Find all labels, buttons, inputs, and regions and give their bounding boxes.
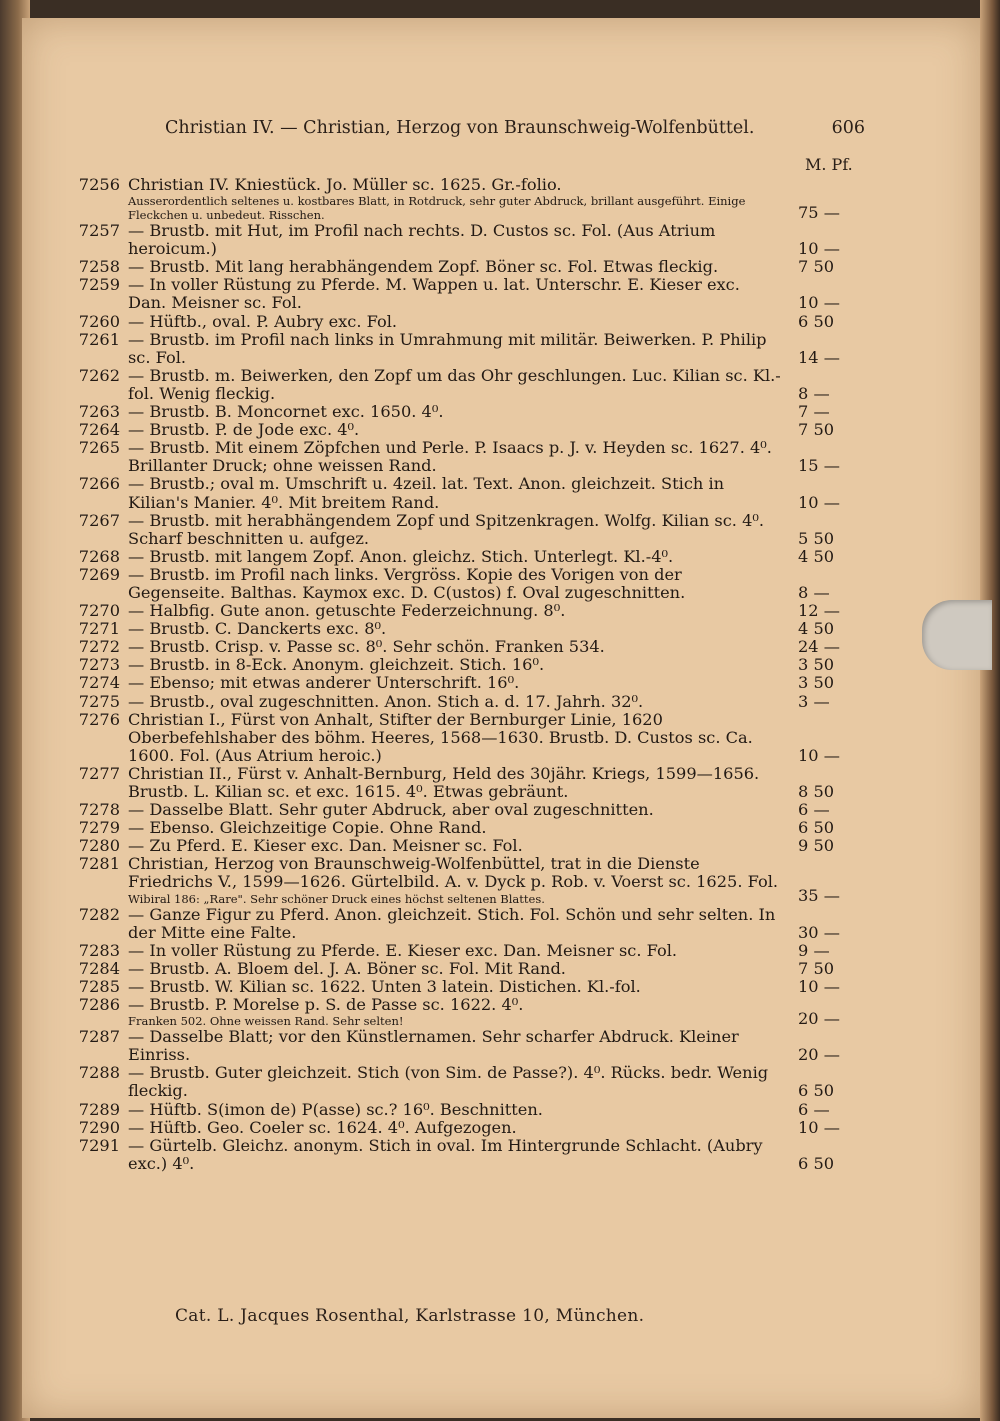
entry-number: 7257 — [78, 221, 120, 241]
entry-text: — Brustb. W. Kilian sc. 1622. Unten 3 latein. Distichen. Kl.-fol. — [128, 976, 641, 996]
catalog-entry — [70, 801, 860, 819]
page-footer: Cat. L. Jacques Rosenthal, Karlstrasse 10, München. — [175, 1306, 645, 1326]
entry-text: — Brustb. in 8-Eck. Anonym. gleichzeit. Stich. 16⁰. — [128, 655, 545, 675]
entry-description — [128, 656, 782, 674]
catalog-entry — [70, 638, 860, 656]
entry-description — [128, 711, 782, 765]
entry-price: 6 — — [798, 800, 830, 820]
entry-description — [128, 602, 782, 620]
entry-price: 10 — — [798, 492, 840, 512]
running-header — [165, 118, 865, 138]
entry-number: 7267 — [78, 510, 120, 530]
entry-text: Christian I., Fürst von Anhalt, Stifter der Bernburger Linie, 1620 Oberbefehlshaber des böhm. Heeres, 1568—1630. Brustb. D. Custos sc. Ca. 1600. Fol. (Aus Atrium heroic.) — [128, 709, 753, 765]
entry-price: 24 — — [798, 637, 840, 657]
catalog-entry — [70, 512, 860, 548]
entry-note: Franken 502. Ohne weissen Rand. Sehr selten! — [128, 1014, 404, 1029]
catalog-entry — [70, 837, 860, 855]
catalog-entry — [70, 176, 860, 222]
entry-description — [128, 176, 782, 222]
entry-text: — Hüftb., oval. P. Aubry exc. Fol. — [128, 311, 398, 331]
entry-text: — Ebenso. Gleichzeitige Copie. Ohne Rand. — [128, 818, 487, 838]
entry-text: — Brustb. mit langem Zopf. Anon. gleichz. Stich. Unterlegt. Kl.-4⁰. — [128, 546, 674, 566]
entry-price: 9 50 — [798, 836, 835, 856]
entry-text: — Hüftb. S(imon de) P(asse) sc.? 16⁰. Beschnitten. — [128, 1099, 543, 1119]
entry-text: — Brustb. P. Morelse p. S. de Passe sc. 1622. 4⁰. — [128, 995, 524, 1015]
entry-number: 7259 — [78, 275, 120, 295]
entry-number: 7266 — [78, 474, 120, 494]
entry-text: — Brustb. Crisp. v. Passe sc. 8⁰. Sehr schön. Franken 534. — [128, 637, 605, 657]
entry-number: 7280 — [78, 836, 120, 856]
entry-text: — Dasselbe Blatt. Sehr guter Abdruck, aber oval zugeschnitten. — [128, 800, 654, 820]
entry-text: — Brustb. P. de Jode exc. 4⁰. — [128, 420, 360, 440]
entry-description — [128, 1101, 782, 1119]
entry-description — [128, 566, 782, 602]
catalog-entry — [70, 978, 860, 996]
catalog-entry — [70, 313, 860, 331]
catalog-entry — [70, 1064, 860, 1100]
catalog-entry — [70, 258, 860, 276]
entry-number: 7268 — [78, 546, 120, 566]
entry-description — [128, 674, 782, 692]
entry-description — [128, 1064, 782, 1100]
catalog-entry — [70, 602, 860, 620]
catalog-entry — [70, 222, 860, 258]
catalog-entries — [70, 176, 860, 1173]
entry-number: 7277 — [78, 763, 120, 783]
entry-description — [128, 855, 782, 905]
entry-text: Christian II., Fürst v. Anhalt-Bernburg, Held des 30jähr. Kriegs, 1599—1656. Brustb. L. Kilian sc. et exc. 1615. 4⁰. Etwas gebräunt. — [128, 763, 760, 801]
entry-number: 7258 — [78, 257, 120, 277]
entry-description — [128, 313, 782, 331]
entry-number: 7284 — [78, 958, 120, 978]
entry-price: 7 — — [798, 402, 830, 422]
entry-description — [128, 819, 782, 837]
index-tab — [922, 600, 992, 670]
catalog-entry — [70, 674, 860, 692]
entry-text: Christian IV. Kniestück. Jo. Müller sc. 1625. Gr.-folio. — [128, 175, 562, 194]
entry-number: 7278 — [78, 800, 120, 820]
entry-price: 5 50 — [798, 528, 835, 548]
entry-description — [128, 222, 782, 258]
entry-text: — Zu Pferd. E. Kieser exc. Dan. Meisner sc. Fol. — [128, 836, 523, 856]
entry-price: 8 50 — [798, 782, 835, 801]
entry-price: 6 50 — [798, 818, 835, 838]
entry-number: 7264 — [78, 420, 120, 440]
entry-price: 75 — — [798, 203, 840, 222]
entry-price: 3 50 — [798, 673, 835, 693]
entry-price: 10 — — [798, 293, 840, 313]
catalog-entry — [70, 1101, 860, 1119]
currency-label: M. Pf. — [805, 155, 853, 174]
entry-number: 7285 — [78, 976, 120, 996]
entry-price: 7 50 — [798, 257, 835, 277]
entry-description — [128, 421, 782, 439]
entry-number: 7271 — [78, 619, 120, 639]
entry-text: Christian, Herzog von Braunschweig-Wolfenbüttel, trat in die Dienste Friedrichs V., 1599—1626. Gürtelbild. A. v. Dyck p. Rob. v. Voerst sc. 1625. Fol. — [128, 854, 779, 892]
entry-text: — Brustb. Mit einem Zöpfchen und Perle. P. Isaacs p. J. v. Heyden sc. 1627. 4⁰. Brillanter Druck; ohne weissen Rand. — [128, 438, 772, 476]
catalog-entry — [70, 711, 860, 765]
entry-description — [128, 403, 782, 421]
entry-price: 35 — — [798, 886, 840, 906]
entry-price: 4 50 — [798, 546, 835, 566]
entry-description — [128, 1137, 782, 1173]
catalog-entry — [70, 475, 860, 511]
entry-number: 7274 — [78, 673, 120, 693]
catalog-entry — [70, 548, 860, 566]
entry-price: 7 50 — [798, 958, 835, 978]
entry-text: — Brustb. A. Bloem del. J. A. Böner sc. Fol. Mit Rand. — [128, 958, 566, 978]
catalog-entry — [70, 566, 860, 602]
entry-number: 7281 — [78, 854, 120, 874]
entry-price: 6 50 — [798, 311, 835, 331]
entry-text: — Brustb. im Profil nach links in Umrahmung mit militär. Beiwerken. P. Philip sc. Fol. — [128, 329, 767, 367]
entry-description — [128, 620, 782, 638]
page-edge — [980, 0, 1000, 1421]
catalog-entry — [70, 1137, 860, 1173]
entry-price: 8 — — [798, 582, 830, 602]
entry-description — [128, 942, 782, 960]
header-title: Christian IV. — Christian, Herzog von Braunschweig-Wolfenbüttel. — [165, 118, 755, 138]
entry-text: — Brustb.; oval m. Umschrift u. 4zeil. lat. Text. Anon. gleichzeit. Stich in Kilian's Manier. 4⁰. Mit breitem Rand. — [128, 474, 725, 512]
entry-price: 9 — — [798, 940, 830, 960]
entry-number: 7282 — [78, 904, 120, 924]
entry-number: 7287 — [78, 1027, 120, 1047]
entry-text: — Halbfig. Gute anon. getuschte Federzeichnung. 8⁰. — [128, 601, 566, 621]
entry-number: 7283 — [78, 940, 120, 960]
catalog-entry — [70, 765, 860, 801]
entry-price: 4 50 — [798, 619, 835, 639]
catalog-entry — [70, 693, 860, 711]
entry-price: 3 50 — [798, 655, 835, 675]
entry-text: — Brustb., oval zugeschnitten. Anon. Stich a. d. 17. Jahrh. 32⁰. — [128, 691, 644, 711]
entry-description — [128, 276, 782, 312]
entry-text: — Dasselbe Blatt; vor den Künstlernamen. Sehr scharfer Abdruck. Kleiner Einriss. — [128, 1027, 739, 1065]
entry-description — [128, 801, 782, 819]
entry-number: 7265 — [78, 438, 120, 458]
catalog-entry — [70, 960, 860, 978]
entry-number: 7291 — [78, 1135, 120, 1155]
entry-number: 7279 — [78, 818, 120, 838]
entry-price: 3 — — [798, 691, 830, 711]
entry-number: 7289 — [78, 1099, 120, 1119]
entry-number: 7286 — [78, 995, 120, 1015]
catalog-entry — [70, 996, 860, 1028]
catalog-entry — [70, 855, 860, 905]
entry-price: 7 50 — [798, 420, 835, 440]
entry-text: — Brustb. B. Moncornet exc. 1650. 4⁰. — [128, 402, 444, 422]
entry-number: 7262 — [78, 365, 120, 385]
catalog-entry — [70, 403, 860, 421]
entry-description — [128, 475, 782, 511]
entry-description — [128, 258, 782, 276]
entry-text: — Brustb. C. Danckerts exc. 8⁰. — [128, 619, 387, 639]
catalog-entry — [70, 331, 860, 367]
entry-description — [128, 638, 782, 656]
entry-price: 10 — — [798, 976, 840, 996]
entry-number: 7270 — [78, 601, 120, 621]
entry-text: — In voller Rüstung zu Pferde. M. Wappen u. lat. Unterschr. E. Kieser exc. Dan. Meisner sc. Fol. — [128, 275, 740, 313]
entry-price: 6 50 — [798, 1153, 835, 1173]
entry-price: 20 — — [798, 1009, 840, 1029]
entry-number: 7273 — [78, 655, 120, 675]
entry-price: 10 — — [798, 239, 840, 259]
catalog-entry — [70, 620, 860, 638]
entry-description — [128, 837, 782, 855]
entry-text: — Ganze Figur zu Pferd. Anon. gleichzeit. Stich. Fol. Schön und sehr selten. In der Mitte eine Falte. — [128, 904, 776, 942]
entry-description — [128, 960, 782, 978]
catalog-entry — [70, 439, 860, 475]
entry-price: 12 — — [798, 601, 840, 621]
entry-price: 14 — — [798, 347, 840, 367]
entry-text: — Brustb. mit herabhängendem Zopf und Spitzenkragen. Wolfg. Kilian sc. 4⁰. Scharf beschnitten u. aufgez. — [128, 510, 765, 548]
entry-price: 8 — — [798, 383, 830, 403]
catalog-entry — [70, 367, 860, 403]
entry-description — [128, 996, 782, 1028]
entry-description — [128, 765, 782, 801]
entry-description — [128, 548, 782, 566]
entry-number: 7276 — [78, 709, 120, 729]
entry-text: — Brustb. mit Hut, im Profil nach rechts. D. Custos sc. Fol. (Aus Atrium heroicum.) — [128, 221, 716, 259]
entry-price: 15 — — [798, 456, 840, 476]
entry-price: 6 50 — [798, 1081, 835, 1101]
entry-number: 7272 — [78, 637, 120, 657]
entry-note: Ausserordentlich seltenes u. kostbares Blatt, in Rotdruck, sehr guter Abdruck, brillant ausgeführt. Einige Fleckchen u. unbedeut. Risschen. — [128, 194, 746, 223]
entry-text: — Brustb. Mit lang herabhängendem Zopf. Böner sc. Fol. Etwas fleckig. — [128, 257, 719, 277]
entry-text: — Ebenso; mit etwas anderer Unterschrift. 16⁰. — [128, 673, 520, 693]
catalog-entry — [70, 1119, 860, 1137]
entry-description — [128, 1119, 782, 1137]
entry-description — [128, 978, 782, 996]
entry-text: — Brustb. Guter gleichzeit. Stich (von Sim. de Passe?). 4⁰. Rücks. bedr. Wenig fleckig. — [128, 1063, 769, 1101]
catalog-entry — [70, 276, 860, 312]
entry-number: 7260 — [78, 311, 120, 331]
catalog-entry — [70, 421, 860, 439]
entry-number: 7290 — [78, 1117, 120, 1137]
catalog-entry — [70, 656, 860, 674]
entry-number: 7256 — [78, 175, 120, 194]
entry-price: 10 — — [798, 1117, 840, 1137]
entry-description — [128, 512, 782, 548]
entry-text: — Gürtelb. Gleichz. anonym. Stich in oval. Im Hintergrunde Schlacht. (Aubry exc.) 4⁰. — [128, 1135, 763, 1173]
catalog-entry — [70, 1028, 860, 1064]
entry-price: 6 — — [798, 1099, 830, 1119]
entry-number: 7269 — [78, 564, 120, 584]
catalog-entry — [70, 942, 860, 960]
entry-description — [128, 439, 782, 475]
page-number: 606 — [831, 118, 865, 138]
entry-description — [128, 906, 782, 942]
entry-price: 10 — — [798, 745, 840, 765]
entry-text: — Brustb. im Profil nach links. Vergröss. Kopie des Vorigen von der Gegenseite. Balthas. Kaymox exc. D. C(ustos) f. Oval zugeschnitten. — [128, 564, 686, 602]
entry-description — [128, 693, 782, 711]
catalog-entry — [70, 819, 860, 837]
entry-text: — Hüftb. Geo. Coeler sc. 1624. 4⁰. Aufgezogen. — [128, 1117, 517, 1137]
catalog-entry — [70, 906, 860, 942]
entry-number: 7263 — [78, 402, 120, 422]
entry-price: 20 — — [798, 1045, 840, 1065]
entry-number: 7261 — [78, 329, 120, 349]
entry-text: — Brustb. m. Beiwerken, den Zopf um das Ohr geschlungen. Luc. Kilian sc. Kl.-fol. Wenig fleckig. — [128, 365, 781, 403]
entry-number: 7275 — [78, 691, 120, 711]
entry-number: 7288 — [78, 1063, 120, 1083]
entry-description — [128, 1028, 782, 1064]
entry-price: 30 — — [798, 922, 840, 942]
entry-description — [128, 331, 782, 367]
entry-text: — In voller Rüstung zu Pferde. E. Kieser exc. Dan. Meisner sc. Fol. — [128, 940, 678, 960]
entry-description — [128, 367, 782, 403]
entry-note: Wibiral 186: „Rare". Sehr schöner Druck eines höchst seltenen Blattes. — [128, 891, 545, 906]
